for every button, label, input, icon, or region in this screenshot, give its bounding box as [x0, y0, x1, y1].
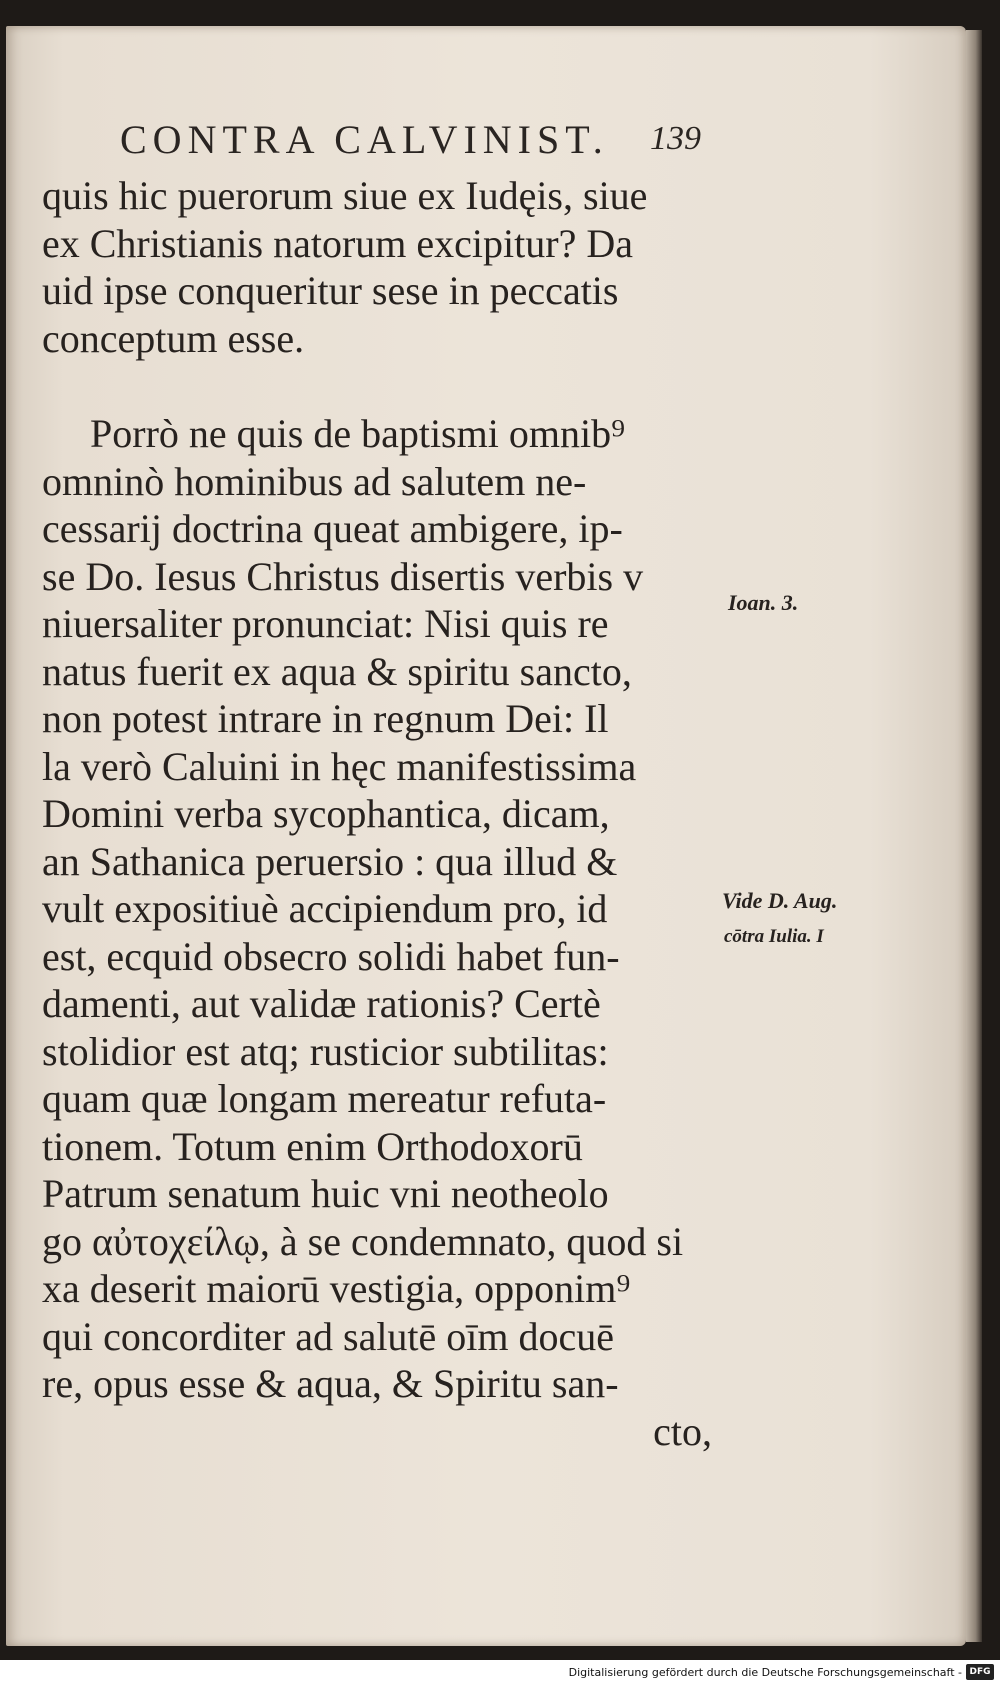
margin-note-ioan: Ioan. 3.: [728, 590, 799, 615]
text-line: an Sathanica peruersio : qua illud &: [42, 838, 618, 884]
margin-note-augustine-2: cōtra Iulia. I: [724, 926, 824, 947]
text-line: la verò Caluini in hęc manifestissima: [42, 743, 637, 789]
page-number: 139: [650, 120, 701, 157]
text-line: vult expositiuè accipiendum pro, id: [42, 886, 608, 931]
body-text: [42, 172, 732, 1455]
text-line: natus fuerit ex aqua & spiritu sancto,: [42, 648, 632, 694]
text-line: niuersaliter pronunciat: Nisi quis re: [42, 601, 609, 646]
page-edge: [966, 30, 982, 1642]
text-line: Porrò ne quis de baptismi omnib⁹: [90, 411, 626, 456]
text-line: quam quæ longam mereatur refuta-: [42, 1076, 607, 1121]
text-line: Patrum senatum huic vni neotheolo: [42, 1171, 609, 1216]
margin-note-augustine: Vide D. Aug.: [722, 888, 838, 913]
text-line: omninò hominibus ad salutem ne-: [42, 458, 587, 504]
text-line: uid ipse conqueritur sese in peccatis: [42, 268, 619, 313]
text-line: se Do. Iesus Christus disertis verbis v: [42, 553, 644, 599]
text-line: xa deserit maiorū vestigia, opponim⁹: [42, 1266, 631, 1311]
running-head: [120, 116, 720, 166]
text-line: Domini verba sycophantica, dicam,: [42, 791, 610, 836]
text-line: cessarij doctrina queat ambigere, ip-: [42, 506, 623, 551]
digitization-credit: Digitalisierung gefördert durch die Deutsche Forschungsgemeinschaft -: [568, 1666, 962, 1679]
text-line: stolidior est atq; rusticior subtilitas:: [42, 1028, 609, 1074]
text-line: est, ecquid obsecro solidi habet fun-: [42, 933, 620, 979]
running-head-title: CONTRA CALVINIST.: [120, 117, 609, 162]
text-line: qui concorditer ad salutē oīm docuē: [42, 1313, 615, 1359]
paragraph-gap: [42, 362, 732, 410]
text-line: non potest intrare in regnum Dei: Il: [42, 696, 609, 741]
text-line: tionem. Totum enim Orthodoxorū: [42, 1123, 583, 1169]
text-line: quis hic puerorum siue ex Iudęis, siue: [42, 173, 648, 218]
text-line: re, opus esse & aqua, & Spiritu san-: [42, 1361, 619, 1406]
text-line: go αὐτοχείλῳ, à se condemnato, quod si: [42, 1218, 684, 1264]
catchword: cto,: [653, 1408, 712, 1454]
dfg-logo: DFG: [966, 1664, 994, 1680]
text-line: conceptum esse.: [42, 315, 305, 361]
text-line: ex Christianis natorum excipitur? Da: [42, 220, 633, 266]
footer-bar: [0, 1660, 1000, 1689]
text-line: damenti, aut validæ rationis? Certè: [42, 981, 601, 1026]
